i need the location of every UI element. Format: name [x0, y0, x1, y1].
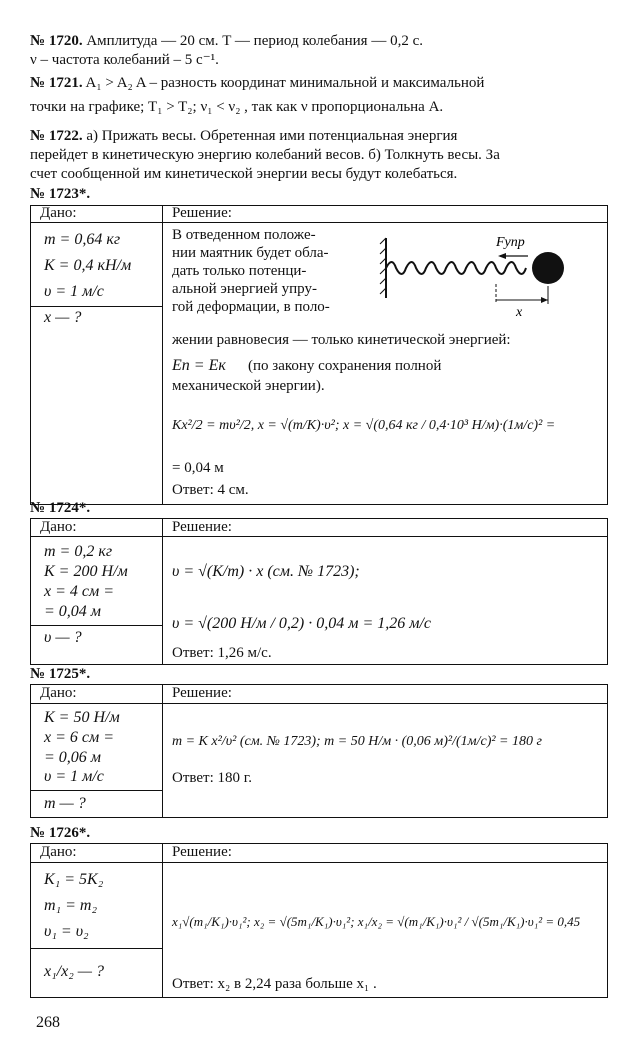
given-mass: m = 0,2 кг — [44, 543, 113, 560]
table-column-divider — [162, 843, 163, 998]
problem-1724-table — [30, 518, 608, 665]
problem-1722-line-3: счет сообщенной им кинетической энергии весы будут колебаться. — [30, 166, 458, 182]
problem-text: а) Прижать весы. Обретенная ими потенциальная энергия — [86, 128, 458, 144]
given-header: Дано: — [40, 205, 77, 221]
formula-velocity: υ = √(K/m) · x (см. № 1723); — [172, 563, 360, 580]
energy-note: (по закону сохранения полной — [248, 358, 442, 374]
given-displacement-si: = 0,06 м — [44, 749, 102, 766]
formula-mass: m = K x²/υ² (см. № 1723); m = 50 Н/м · (0,06 м)²/(1м/с)² = 180 г — [172, 734, 542, 749]
given-velocity: υ = 1 м/с — [44, 283, 104, 300]
given-displacement-si: = 0,04 м — [44, 603, 102, 620]
given-header: Дано: — [40, 685, 77, 701]
problem-number: № 1721. — [30, 75, 83, 91]
given-mass-equality: m₁ = m₂ — [44, 897, 98, 914]
problem-1724-header: № 1724*. — [30, 500, 91, 516]
given-find-divider — [30, 625, 163, 626]
table-column-divider — [162, 205, 163, 505]
solution-header: Решение: — [172, 844, 232, 860]
table-header-divider — [30, 222, 608, 223]
spring — [386, 262, 526, 274]
answer: Ответ: 1,26 м/с. — [172, 645, 272, 661]
problem-1721-line-1 — [30, 74, 484, 92]
table-column-divider — [162, 518, 163, 665]
formula-velocity-numeric: υ = √(200 Н/м / 0,2) · 0,04 м = 1,26 м/с — [172, 615, 431, 632]
solution-line: альной энергией упру- — [172, 281, 317, 297]
given-stiffness: K = 0,4 кН/м — [44, 257, 132, 274]
problem-1720-line-2: ν – частота колебаний – 5 с⁻¹. — [30, 52, 219, 68]
given-mass: m = 0,64 кг — [44, 231, 121, 248]
given-find-divider — [30, 948, 163, 949]
spring-pendulum-diagram — [378, 226, 578, 318]
problem-number: № 1720. — [30, 33, 83, 49]
given-velocity-equality: υ₁ = υ₂ — [44, 923, 89, 940]
force-arrowhead — [498, 253, 506, 259]
solution-line: гой деформации, в поло- — [172, 299, 330, 315]
displacement-label: x — [516, 305, 523, 318]
given-header: Дано: — [40, 844, 77, 860]
given-stiffness: K = 50 Н/м — [44, 709, 120, 726]
solution-line: В отведенном положе- — [172, 227, 316, 243]
given-displacement: x = 4 см = — [44, 583, 115, 600]
solution-line: нии маятник будет обла- — [172, 245, 329, 261]
table-header-divider — [30, 703, 608, 704]
table-column-divider — [162, 684, 163, 818]
given-displacement: x = 6 см = — [44, 729, 115, 746]
problem-1723-header: № 1723*. — [30, 186, 91, 202]
find-velocity: υ — ? — [44, 629, 82, 646]
page-number: 268 — [36, 1014, 60, 1031]
solution-header: Решение: — [172, 685, 232, 701]
find-x: x — ? — [44, 309, 82, 326]
energy-equation: Eп = Eк — [172, 357, 226, 374]
given-stiffness: K = 200 Н/м — [44, 563, 128, 580]
problem-1726-header: № 1726*. — [30, 825, 91, 841]
force-label: Fупр — [496, 235, 525, 250]
displacement-arrowhead — [541, 297, 548, 303]
result-value: = 0,04 м — [172, 460, 224, 476]
solution-line: дать только потенци- — [172, 263, 307, 279]
problem-1722-line-1 — [30, 127, 457, 145]
answer: Ответ: x₂ в 2,24 раза больше x₁ . — [172, 976, 377, 992]
solution-header: Решение: — [172, 519, 232, 535]
solution-header: Решение: — [172, 205, 232, 221]
ball — [532, 252, 564, 284]
given-find-divider — [30, 306, 163, 307]
problem-1722-line-2: перейдет в кинетическую энергию колебаний весов. б) Толкнуть весы. За — [30, 147, 500, 163]
given-find-divider — [30, 790, 163, 791]
problem-1720-line-1 — [30, 32, 423, 50]
given-header: Дано: — [40, 519, 77, 535]
problem-text: A₁ > A₂ A – разность координат минимальной и максимальной — [85, 75, 485, 91]
given-velocity: υ = 1 м/с — [44, 768, 104, 785]
answer: Ответ: 4 см. — [172, 482, 249, 498]
problem-1725-header: № 1725*. — [30, 666, 91, 682]
find-mass: m — ? — [44, 795, 86, 812]
table-header-divider — [30, 536, 608, 537]
given-stiffness-ratio: K₁ = 5K₂ — [44, 871, 104, 888]
table-header-divider — [30, 862, 608, 863]
find-ratio: x₁/x₂ — ? — [44, 963, 104, 980]
problem-text: Амплитуда — 20 см. T — период колебания — 0,2 с. — [86, 33, 423, 49]
answer: Ответ: 180 г. — [172, 770, 252, 786]
formula-ratio: x₁√(m₁/K₁)·υ₁²; x₂ = √(5m₁/K₁)·υ₁²; x₁/x₂ = √(m₁/K₁)·υ₁² / √(5m₁/K₁)·υ₁² = 0,45 — [172, 914, 581, 929]
problem-number: № 1722. — [30, 128, 83, 144]
energy-note: механической энергии). — [172, 378, 325, 394]
formula-x: Kx²/2 = mυ²/2, x = √(m/K)·υ²; x = √(0,64 кг / 0,4·10³ Н/м)·(1м/с)² = — [172, 418, 556, 433]
problem-1721-line-2: точки на графике; T₁ > T₂; ν₁ < ν₂ , так как ν пропорциональна A. — [30, 99, 444, 115]
solution-continuation: жении равновесия — только кинетической энергией: — [172, 332, 511, 348]
